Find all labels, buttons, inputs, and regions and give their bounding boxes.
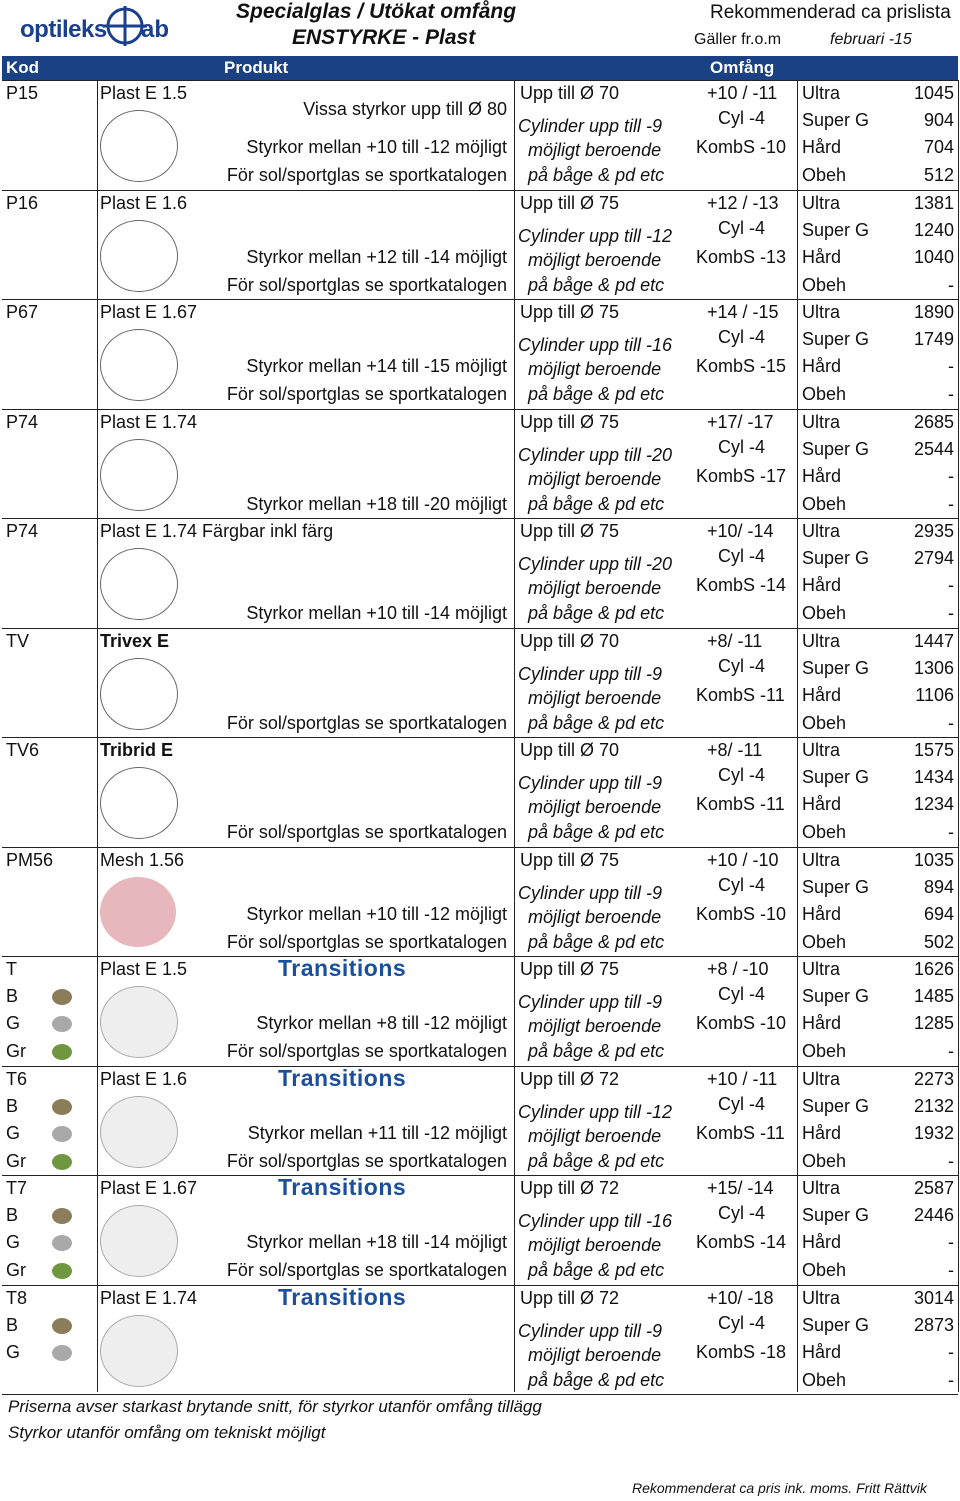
column-produkt: Produkt [224,58,289,77]
cylinder-note: på båge & pd etc [528,603,665,623]
coating-name: Ultra [802,1068,841,1089]
price: 704 [923,137,954,157]
coating-name: Hård [802,465,842,486]
transitions-logo: Transitions [278,1174,407,1200]
lens-image [100,220,178,292]
product-name: Plast E 1.74 [100,1287,198,1308]
combined-value: KombS -13 [696,246,787,267]
product-code: P15 [6,83,39,103]
color-swatch [52,1208,72,1224]
product-code: TV [6,630,30,651]
price: 2273 [913,1068,954,1089]
cylinder-note: möjligt beroende [528,468,662,489]
lens-image [100,1096,178,1168]
product-name: Plast E 1.6 [100,192,188,213]
combined-value: KombS -14 [696,1232,787,1252]
cylinder-note: på båge & pd etc [528,1260,665,1280]
diameter-range: Upp till Ø 70 [520,630,620,651]
price: 1575 [913,740,954,760]
coating-name: Hård [802,246,842,267]
power-range: +14 / -15 [707,302,779,322]
coating-name: Obeh [802,274,847,295]
cylinder-note: Cylinder upp till -9 [518,992,663,1012]
price: - [948,274,954,295]
transitions-logo: Transitions [278,1283,407,1310]
coating-name: Obeh [802,493,847,514]
cylinder-note: möjligt beroende [528,1016,662,1036]
price: - [948,1369,954,1390]
row-divider [2,1285,958,1286]
color-swatch [52,1263,72,1279]
price: - [948,712,954,733]
diameter-range: Upp till Ø 75 [520,411,620,432]
cylinder-note: Cylinder upp till -9 [518,773,663,793]
row-divider [2,299,958,300]
strength-note: Styrkor mellan +10 till -12 möjligt [246,137,507,157]
price: 1285 [913,1013,954,1033]
coating-name: Obeh [802,1260,847,1280]
price: 1749 [913,329,954,349]
cylinder-note: på båge & pd etc [528,1041,665,1061]
row-divider [2,1066,958,1067]
row-divider [2,518,958,519]
color-option-label: B [6,1205,19,1225]
product-name: Mesh 1.56 [100,849,185,870]
product-code: P74 [6,521,39,541]
cylinder-note: möjligt beroende [528,687,662,708]
price: 694 [923,903,954,924]
price: - [948,1341,954,1362]
row-divider [2,190,958,191]
diameter-range: Upp till Ø 72 [520,1178,620,1198]
product-code: T [6,959,17,979]
lens-image [100,329,178,401]
lens-image [100,986,178,1058]
cylinder-note: på båge & pd etc [528,1369,665,1390]
coating-name: Super G [802,1095,870,1116]
strength-note: För sol/sportglas se sportkatalogen [226,1260,507,1280]
color-option-label: G [6,1122,21,1143]
combined-value: KombS -11 [696,684,785,705]
coating-name: Obeh [802,931,847,952]
price: 1890 [913,302,954,322]
diameter-range: Upp till Ø 75 [520,302,620,322]
transitions-logo: Transitions [278,955,407,981]
coating-name: Super G [802,1314,870,1335]
cylinder-value: Cyl -4 [718,984,766,1004]
product-code: P16 [6,192,39,213]
coating-name: Hård [802,575,842,595]
cylinder-note: Cylinder upp till -12 [518,225,673,246]
coating-name: Hård [802,356,842,376]
power-range: +10/ -18 [707,1287,774,1308]
cylinder-note: möjligt beroende [528,578,662,598]
product-code: PM56 [6,849,54,870]
coating-name: Super G [802,548,870,568]
diameter-range: Upp till Ø 75 [520,521,620,541]
coating-name: Super G [802,438,870,459]
cylinder-note: Cylinder upp till -9 [518,663,663,684]
diameter-range: Upp till Ø 70 [520,740,620,760]
combined-value: KombS -14 [696,575,787,595]
lens-image [100,110,178,182]
cylinder-value: Cyl -4 [718,546,766,566]
power-range: +10 / -10 [707,849,779,870]
company-logo [8,4,193,48]
product-code: P74 [6,411,39,432]
row-divider [2,409,958,410]
product-code: P67 [6,302,39,322]
coating-name: Super G [802,986,870,1006]
coating-name: Hård [802,1232,842,1252]
diameter-range: Upp till Ø 75 [520,192,620,213]
cylinder-note: möjligt beroende [528,1125,662,1146]
column-divider [797,80,798,1392]
coating-name: Ultra [802,1287,841,1308]
lens-image [100,1315,178,1387]
coating-name: Hård [802,794,842,814]
power-range: +15/ -14 [707,1178,774,1198]
coating-name: Obeh [802,603,847,623]
strength-note: För sol/sportglas se sportkatalogen [226,384,507,404]
product-name: Plast E 1.67 [100,302,198,322]
cylinder-note: möjligt beroende [528,140,662,160]
power-range: +8/ -11 [707,740,763,760]
strength-note: För sol/sportglas se sportkatalogen [226,822,507,842]
price: - [948,1041,954,1061]
row-divider [2,80,958,81]
power-range: +17/ -17 [707,411,774,432]
product-code: T8 [6,1287,28,1308]
price: - [948,603,954,623]
strength-note: Styrkor mellan +11 till -12 möjligt [247,1122,507,1143]
combined-value: KombS -11 [696,794,785,814]
color-swatch [52,989,72,1005]
diameter-range: Upp till Ø 75 [520,959,620,979]
color-option-label: Gr [6,1260,26,1280]
cylinder-value: Cyl -4 [718,1312,766,1333]
strength-note: Styrkor mellan +14 till -15 möjligt [246,356,507,376]
cylinder-note: möjligt beroende [528,249,662,270]
product-code: T6 [6,1068,28,1089]
coating-name: Super G [802,657,870,678]
price: 1626 [913,959,954,979]
cylinder-note: på båge & pd etc [528,274,665,295]
price: 1234 [913,794,954,814]
strength-note: För sol/sportglas se sportkatalogen [226,712,507,733]
strength-note: Styrkor mellan +18 till -14 möjligt [246,1232,507,1252]
price: - [948,1260,954,1280]
coating-name: Obeh [802,165,847,185]
combined-value: KombS -15 [696,356,787,376]
color-option-label: Gr [6,1150,26,1171]
coating-name: Ultra [802,521,841,541]
coating-name: Ultra [802,302,841,322]
strength-note: För sol/sportglas se sportkatalogen [226,1041,507,1061]
diameter-range: Upp till Ø 72 [520,1068,620,1089]
color-option-label: Gr [6,1041,26,1061]
coating-name: Super G [802,876,870,897]
strength-note: Styrkor mellan +8 till -12 möjligt [256,1013,507,1033]
coating-name: Obeh [802,1150,847,1171]
power-range: +12 / -13 [707,192,779,213]
price: 2132 [913,1095,954,1116]
price: 2685 [913,411,954,432]
coating-name: Ultra [802,740,841,760]
strength-note: Vissa styrkor upp till Ø 80 [303,99,507,119]
cylinder-note: Cylinder upp till -16 [518,1211,673,1231]
coating-name: Obeh [802,712,847,733]
price: 1240 [913,219,954,240]
row-divider [2,737,958,738]
color-swatch [52,1235,72,1251]
valid-from-label: Gäller fr.o.m [694,31,782,48]
row-divider [2,956,958,957]
column-header-bar [2,56,958,80]
column-divider [514,80,515,1392]
price: 1045 [913,83,954,103]
footer-note-2: Styrkor utanför omfång om tekniskt möjligt [8,1423,326,1442]
coating-name: Obeh [802,822,847,842]
price: 1434 [913,767,954,787]
cylinder-note: Cylinder upp till -9 [518,882,663,903]
power-range: +10 / -11 [707,83,778,103]
footer-note-1: Priserna avser starkast brytande snitt, för styrkor utanför omfång tillägg [8,1397,542,1416]
product-name: Plast E 1.74 Färgbar inkl färg [100,521,334,541]
color-swatch [52,1154,72,1170]
cylinder-note: på båge & pd etc [528,384,665,404]
lens-image [100,877,176,947]
cylinder-note: möjligt beroende [528,1235,662,1255]
price: 904 [923,110,954,130]
coating-name: Super G [802,110,870,130]
coating-name: Ultra [802,959,841,979]
cylinder-note: Cylinder upp till -12 [518,1101,673,1122]
strength-note: För sol/sportglas se sportkatalogen [226,931,507,952]
color-swatch [52,1318,72,1334]
product-name: Trivex E [100,630,170,651]
cylinder-note: på båge & pd etc [528,822,665,842]
coating-name: Obeh [802,384,847,404]
price: - [948,1150,954,1171]
color-option-label: G [6,1013,21,1033]
color-swatch [52,1044,72,1060]
price: 2446 [913,1205,954,1225]
cylinder-value: Cyl -4 [718,655,766,676]
combined-value: KombS -10 [696,137,787,157]
combined-value: KombS -10 [696,1013,787,1033]
price: 2873 [913,1314,954,1335]
price: - [948,384,954,404]
cylinder-note: Cylinder upp till -9 [518,116,663,136]
price: 1106 [915,684,954,705]
coating-name: Ultra [802,192,841,213]
product-name: Plast E 1.67 [100,1178,198,1198]
diameter-range: Upp till Ø 75 [520,849,620,870]
cylinder-note: Cylinder upp till -9 [518,1320,663,1341]
transitions-logo: Transitions [278,1064,407,1091]
price: 2544 [913,438,954,459]
coating-name: Hård [802,1013,842,1033]
power-range: +8 / -10 [707,959,769,979]
lens-image [100,767,178,839]
combined-value: KombS -10 [696,903,787,924]
cylinder-note: på båge & pd etc [528,1150,665,1171]
cylinder-value: Cyl -4 [718,327,766,347]
price: 1485 [913,986,954,1006]
price: 1932 [913,1122,954,1143]
product-name: Tribrid E [100,740,174,760]
color-swatch [52,1099,72,1115]
cylinder-note: på båge & pd etc [528,493,665,514]
product-code: TV6 [6,740,40,760]
coating-name: Obeh [802,1041,847,1061]
cylinder-note: Cylinder upp till -16 [518,335,673,355]
coating-name: Hård [802,1341,842,1362]
strength-note: Styrkor mellan +12 till -14 möjligt [246,246,507,267]
coating-name: Super G [802,219,870,240]
price: 2794 [913,548,954,568]
valid-date: februari -15 [830,31,912,48]
cylinder-value: Cyl -4 [718,1203,766,1223]
cylinder-value: Cyl -4 [718,874,766,895]
coating-name: Hård [802,1122,842,1143]
color-swatch [52,1016,72,1032]
strength-note: Styrkor mellan +18 till -20 möjligt [246,493,507,514]
price: 1306 [913,657,954,678]
product-name: Plast E 1.5 [100,959,188,979]
color-option-label: G [6,1232,21,1252]
column-omfang: Omfång [710,58,775,77]
footer-right-note: Rekommenderat ca pris ink. moms. Fritt Rättvik [632,1480,927,1496]
price: - [948,356,954,376]
price: - [948,1232,954,1252]
price: 1447 [913,630,954,651]
cylinder-note: på båge & pd etc [528,165,665,185]
price: 3014 [913,1287,954,1308]
coating-name: Hård [802,903,842,924]
logo-text-left: optileks [20,16,107,43]
price: 2935 [913,521,954,541]
cylinder-note: på båge & pd etc [528,931,665,952]
row-divider [2,1175,958,1176]
coating-name: Hård [802,137,842,157]
price-list-label: Rekommenderad ca prislista [710,2,951,23]
power-range: +8/ -11 [707,630,763,651]
coating-name: Ultra [802,849,841,870]
cylinder-note: Cylinder upp till -20 [518,444,673,465]
color-swatch [52,1345,72,1361]
product-name: Plast E 1.6 [100,1068,188,1089]
coating-name: Ultra [802,1178,841,1198]
strength-note: För sol/sportglas se sportkatalogen [226,165,507,185]
cylinder-value: Cyl -4 [718,765,766,785]
price: 512 [923,165,954,185]
price: - [948,493,954,514]
combined-value: KombS -11 [696,1122,785,1143]
cylinder-value: Cyl -4 [718,436,766,457]
price: 2587 [913,1178,954,1198]
diameter-range: Upp till Ø 70 [520,83,620,103]
price: 1381 [913,192,954,213]
row-divider [2,847,958,848]
strength-note: Styrkor mellan +10 till -14 möjligt [246,603,507,623]
lens-image [100,658,178,730]
column-divider [97,80,98,1392]
combined-value: KombS -18 [696,1341,787,1362]
color-option-label: G [6,1341,21,1362]
product-name: Plast E 1.74 [100,411,198,432]
column-divider [958,80,959,1392]
cylinder-value: Cyl -4 [718,217,766,238]
strength-note: För sol/sportglas se sportkatalogen [226,274,507,295]
logo-text-right: ab [141,16,170,43]
column-kod: Kod [6,58,40,77]
document-subtitle: ENSTYRKE - Plast [292,26,476,49]
lens-image [100,548,178,620]
coating-name: Ultra [802,630,841,651]
coating-name: Obeh [802,1369,847,1390]
price: 502 [923,931,954,952]
cylinder-note: möjligt beroende [528,906,662,927]
coating-name: Ultra [802,83,841,103]
product-name: Plast E 1.5 [100,83,188,103]
strength-note: För sol/sportglas se sportkatalogen [226,1150,507,1171]
lens-image [100,439,178,511]
cylinder-note: möjligt beroende [528,1344,662,1365]
coating-name: Hård [802,684,842,705]
lens-image [100,1205,178,1277]
color-option-label: B [6,986,19,1006]
row-divider [2,628,958,629]
cylinder-value: Cyl -4 [718,1093,766,1114]
product-code: T7 [6,1178,28,1198]
combined-value: KombS -17 [696,465,787,486]
cylinder-value: Cyl -4 [718,108,766,128]
cylinder-note: möjligt beroende [528,797,662,817]
coating-name: Super G [802,767,870,787]
color-option-label: B [6,1095,19,1116]
price: - [948,465,954,486]
cylinder-note: Cylinder upp till -20 [518,554,673,574]
coating-name: Ultra [802,411,841,432]
price: - [948,575,954,595]
price: 1035 [913,849,954,870]
table-bottom-border [2,1394,958,1395]
document-title: Specialglas / Utökat omfång [236,0,517,23]
coating-name: Super G [802,1205,870,1225]
price: 894 [923,876,954,897]
cylinder-note: möjligt beroende [528,359,662,379]
cylinder-note: på båge & pd etc [528,712,665,733]
power-range: +10 / -11 [707,1068,778,1089]
diameter-range: Upp till Ø 72 [520,1287,620,1308]
power-range: +10/ -14 [707,521,774,541]
color-option-label: B [6,1314,19,1335]
strength-note: Styrkor mellan +10 till -12 möjligt [246,903,507,924]
coating-name: Super G [802,329,870,349]
color-swatch [52,1126,72,1142]
price: 1040 [913,246,954,267]
price: - [948,822,954,842]
